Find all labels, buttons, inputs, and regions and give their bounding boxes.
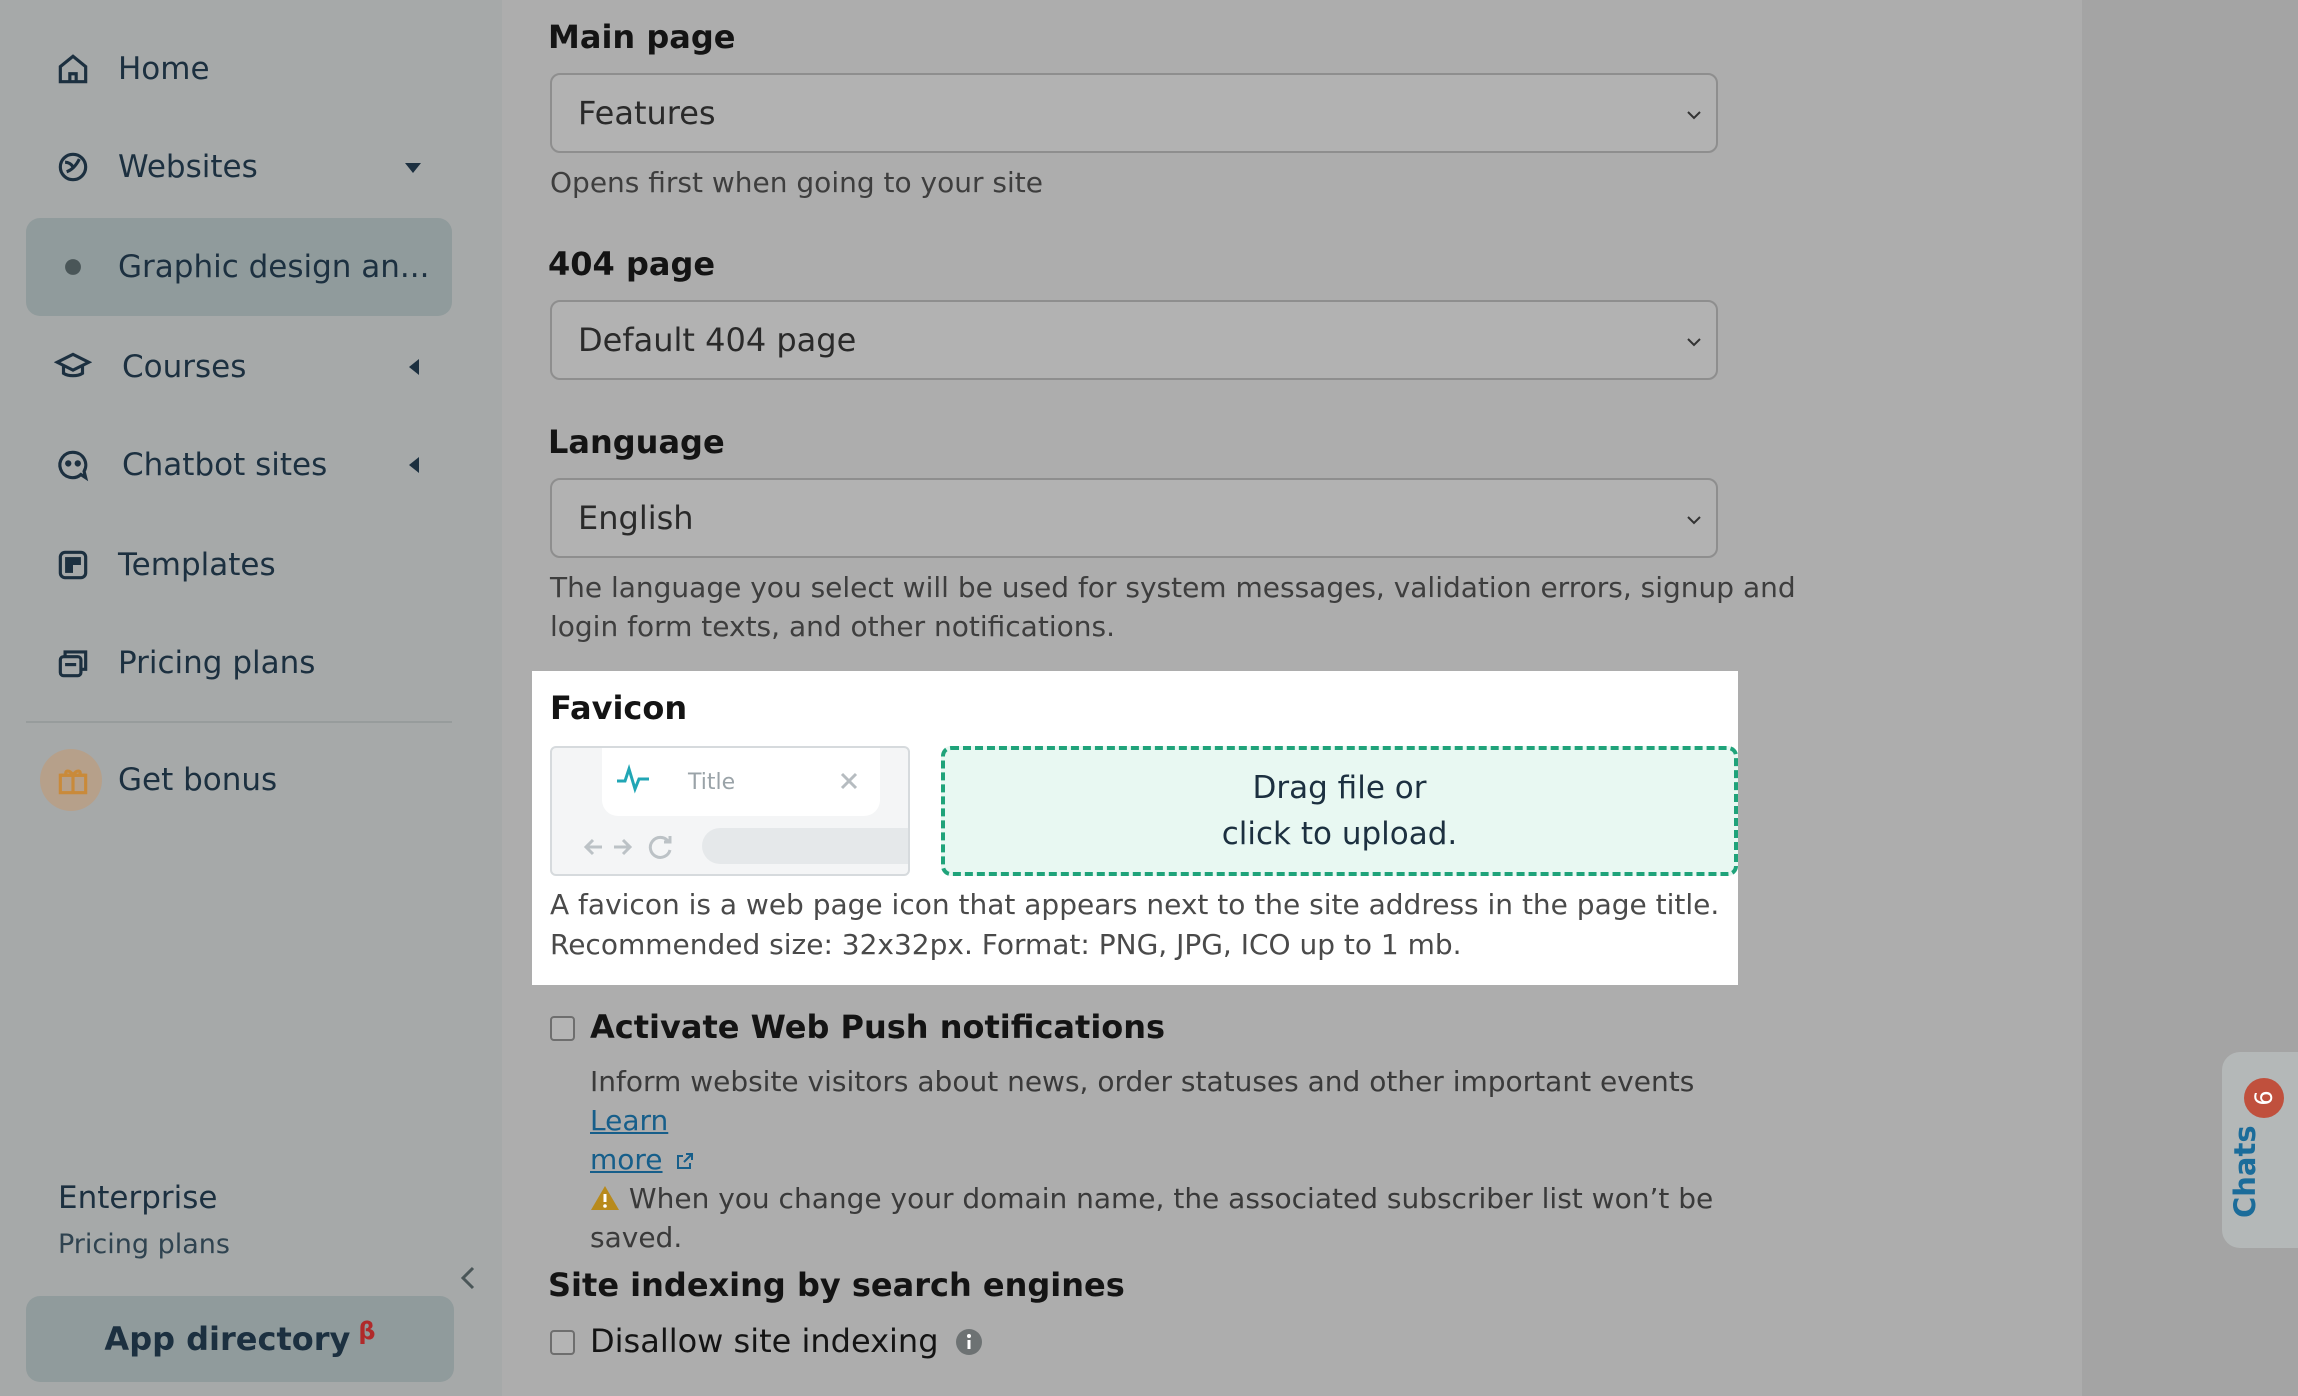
favicon-upload-dropzone[interactable] — [941, 746, 1738, 876]
main-page-hint: Opens first when going to your site — [550, 166, 1043, 199]
sidebar-item-websites[interactable] — [26, 118, 452, 216]
sidebar-item-label: Home — [118, 51, 210, 87]
favicon-hint-line: A favicon is a web page icon that appears next to the site address in the page title. — [550, 888, 1720, 921]
chevron-down-icon — [1682, 508, 1706, 532]
caret-left-icon — [408, 456, 420, 474]
caret-down-icon — [404, 162, 422, 174]
favicon-hint-line: Recommended size: 32x32px. Format: PNG, JPG, ICO up to 1 mb. — [550, 928, 1462, 961]
sidebar-item-chatbot-sites[interactable] — [26, 416, 452, 514]
home-icon — [54, 50, 92, 88]
collapse-sidebar-icon[interactable] — [455, 1262, 483, 1294]
app-directory-label: App directory — [104, 1320, 351, 1358]
warning-icon — [590, 1184, 620, 1212]
plan-link[interactable]: Pricing plans — [58, 1229, 230, 1260]
language-value: English — [578, 499, 694, 537]
chevron-down-icon — [1682, 103, 1706, 127]
sidebar-item-label: Graphic design an... — [118, 249, 430, 285]
sidebar-item-pricing-plans[interactable] — [26, 614, 452, 712]
favicon-preview-tab — [602, 748, 880, 816]
chats-label: Chats — [2228, 1125, 2262, 1218]
chatbot-icon — [54, 446, 92, 484]
app-directory-button[interactable] — [26, 1296, 454, 1382]
sidebar-item-label: Chatbot sites — [122, 447, 328, 483]
dropzone-line: Drag file or — [1252, 770, 1427, 806]
pulse-icon — [616, 764, 650, 794]
page-404-title: 404 page — [548, 245, 716, 283]
external-link-icon[interactable] — [675, 1151, 695, 1171]
language-hint-line: The language you select will be used for system messages, validation errors, signup and — [550, 571, 1796, 604]
disallow-indexing-label[interactable] — [590, 1322, 983, 1360]
chats-count-badge: 6 — [2244, 1078, 2284, 1118]
sidebar — [0, 0, 502, 1396]
beta-badge: β — [358, 1317, 376, 1345]
sidebar-item-home[interactable] — [26, 20, 452, 118]
info-icon[interactable] — [955, 1328, 983, 1356]
web-push-label[interactable]: Activate Web Push notifications — [590, 1008, 1166, 1046]
sidebar-item-label: Courses — [122, 349, 247, 385]
page-404-select[interactable] — [550, 300, 1718, 380]
dropzone-line: click to upload. — [1221, 816, 1458, 852]
caret-left-icon — [408, 358, 420, 376]
websites-icon — [54, 148, 92, 186]
favicon-preview — [550, 746, 910, 876]
favicon-title: Favicon — [550, 689, 688, 727]
chats-widget[interactable] — [2222, 1052, 2298, 1248]
warning-text: When you change your domain name, the associated subscriber list won’t be — [628, 1182, 1714, 1215]
favicon-hint — [550, 885, 1719, 965]
disallow-indexing-checkbox[interactable] — [550, 1330, 575, 1355]
favicon-preview-title: Title — [688, 770, 736, 795]
web-push-checkbox[interactable] — [550, 1016, 575, 1041]
chevron-down-icon — [1682, 330, 1706, 354]
browser-nav-icon — [582, 832, 678, 862]
sidebar-item-courses[interactable] — [26, 318, 452, 416]
sidebar-item-label: Websites — [118, 149, 258, 185]
sidebar-item-label: Pricing plans — [118, 645, 316, 681]
indexing-title: Site indexing by search engines — [548, 1266, 1125, 1304]
main-page-select[interactable] — [550, 73, 1718, 153]
disallow-indexing-text: Disallow site indexing — [590, 1322, 939, 1360]
language-hint-line: login form texts, and other notifications. — [550, 610, 1115, 643]
sidebar-item-get-bonus[interactable] — [26, 731, 452, 829]
web-push-desc-text: Inform website visitors about news, order statuses and other important events — [590, 1065, 1695, 1098]
language-title: Language — [548, 423, 725, 461]
sidebar-item-graphic-design[interactable] — [26, 218, 452, 316]
web-push-description — [590, 1062, 1720, 1257]
templates-icon — [54, 546, 92, 584]
sidebar-divider — [26, 721, 452, 723]
main-page-title: Main page — [548, 18, 736, 56]
page-404-value: Default 404 page — [578, 321, 857, 359]
favicon-section — [532, 671, 1738, 985]
language-hint — [550, 568, 1796, 646]
learn-more-link[interactable]: more — [590, 1143, 663, 1176]
plan-title[interactable]: Enterprise — [58, 1180, 218, 1216]
main-page-value: Features — [578, 94, 716, 132]
warning-text: saved. — [590, 1221, 683, 1254]
sidebar-item-templates[interactable] — [26, 516, 452, 614]
pricing-icon — [54, 644, 92, 682]
graduation-cap-icon — [54, 348, 92, 386]
close-icon — [840, 772, 858, 790]
sidebar-item-label: Templates — [118, 547, 276, 583]
gift-icon — [54, 761, 92, 799]
dot-icon — [54, 248, 92, 286]
language-select[interactable] — [550, 478, 1718, 558]
learn-more-link[interactable]: Learn — [590, 1104, 669, 1137]
favicon-preview-url-bar — [702, 828, 910, 864]
sidebar-item-label: Get bonus — [118, 762, 278, 798]
